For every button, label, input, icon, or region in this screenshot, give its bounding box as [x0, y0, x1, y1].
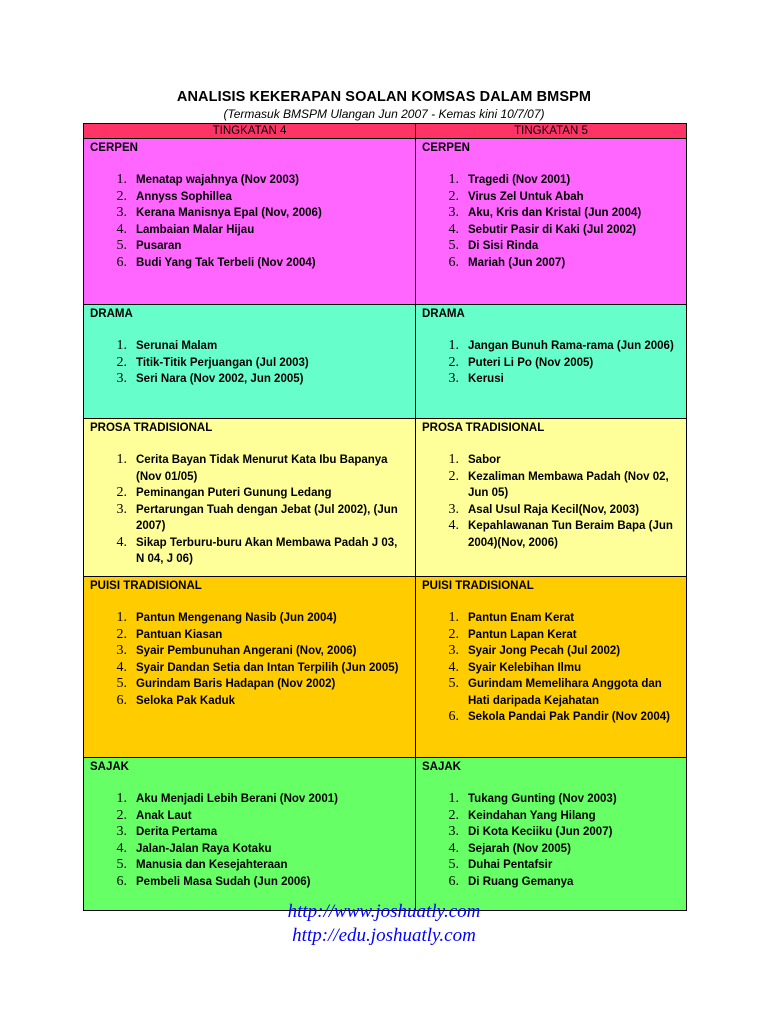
section-row-cerpen — [84, 139, 687, 305]
section-cell-prosa-tradisional-t4 — [84, 419, 416, 577]
item-title: Tukang Gunting (Nov 2003) — [468, 793, 617, 805]
list-item — [416, 841, 676, 858]
item-number: 1. — [448, 791, 459, 806]
list-item — [84, 205, 405, 222]
list-item — [416, 709, 676, 726]
item-title: Duhai Pentafsir — [468, 859, 553, 871]
item-title: Peminangan Puteri Gunung Ledang — [136, 487, 332, 499]
header-tingkatan-5: TINGKATAN 5 — [416, 124, 687, 139]
item-title: Serunai Malam — [136, 340, 218, 352]
table-body — [84, 139, 687, 911]
item-number: 3. — [116, 371, 127, 386]
section-title: PUISI TRADISIONAL — [90, 580, 202, 592]
item-title: Keindahan Yang Hilang — [468, 809, 596, 822]
item-title: Pantun Enam Kerat — [468, 612, 575, 624]
list-item — [416, 502, 676, 519]
list-item — [416, 452, 676, 469]
item-number: 3. — [116, 501, 127, 517]
item-number: 1. — [116, 791, 127, 806]
item-list — [416, 452, 686, 551]
item-title: Pantun Mengenang Nasib (Jun 2004) — [136, 612, 337, 624]
item-title: Titik-Titik Perjuangan (Jul 2003) — [136, 356, 309, 369]
item-number: 4. — [448, 840, 459, 856]
list-item — [84, 502, 405, 535]
item-number: 6. — [116, 873, 127, 889]
item-number: 2. — [448, 188, 459, 204]
list-item — [84, 627, 405, 644]
list-item — [84, 693, 405, 710]
item-number: 3. — [448, 643, 459, 658]
list-item — [416, 172, 676, 189]
list-item — [416, 676, 676, 709]
item-title: Pusaran — [136, 240, 182, 252]
section-cell-puisi-tradisional-t5 — [416, 577, 687, 758]
document-subtitle: (Termasuk BMSPM Ulangan Jun 2007 - Kemas kini 10/7/07) — [223, 107, 545, 121]
list-item — [416, 874, 676, 891]
section-row-sajak — [84, 758, 687, 911]
list-item — [84, 189, 405, 206]
list-item — [416, 660, 676, 677]
item-title: Pantuan Kiasan — [136, 628, 223, 641]
item-title: Jalan-Jalan Raya Kotaku — [136, 842, 272, 855]
item-title: Anak Laut — [136, 809, 192, 822]
item-number: 3. — [116, 824, 127, 839]
item-number: 5. — [448, 857, 459, 872]
item-title: Menatap wajahnya (Nov 2003) — [136, 174, 299, 186]
list-item — [84, 874, 405, 891]
section-title: SAJAK — [90, 761, 129, 773]
item-number: 2. — [448, 807, 459, 823]
item-number: 4. — [116, 534, 127, 550]
link-edu-joshuatly[interactable]: http://edu.joshuatly.com — [292, 925, 476, 946]
list-item — [84, 222, 405, 239]
item-title: Aku, Kris dan Kristal (Jun 2004) — [468, 207, 642, 219]
section-cell-puisi-tradisional-t4 — [84, 577, 416, 758]
item-list — [416, 172, 686, 271]
item-title: Di Kota Keciiku (Jun 2007) — [468, 826, 613, 838]
list-item — [84, 791, 405, 808]
item-title: Tragedi (Nov 2001) — [468, 174, 571, 186]
item-title: Asal Usul Raja Kecil(Nov, 2003) — [468, 503, 640, 516]
item-title: Sebutir Pasir di Kaki (Jul 2002) — [468, 223, 637, 236]
item-title: Kerusi — [468, 373, 504, 385]
item-number: 2. — [448, 626, 459, 642]
item-title: Cerita Bayan Tidak Menurut Kata Ibu Bapanya (Nov 01/05) — [136, 454, 388, 483]
item-title: Derita Pertama — [136, 826, 218, 838]
section-title: SAJAK — [422, 761, 461, 773]
item-number: 3. — [116, 643, 127, 658]
item-number: 3. — [448, 205, 459, 220]
item-number: 6. — [448, 709, 459, 724]
item-title: Pantun Lapan Kerat — [468, 628, 577, 641]
list-item — [416, 808, 676, 825]
item-number: 1. — [116, 172, 127, 187]
list-item — [416, 189, 676, 206]
list-item — [84, 808, 405, 825]
list-item — [84, 172, 405, 189]
item-number: 6. — [448, 254, 459, 270]
link-www-joshuatly[interactable]: http://www.joshuatly.com — [287, 901, 481, 922]
item-number: 4. — [448, 659, 459, 675]
item-title: Syair Kelebihan Ilmu — [468, 661, 582, 674]
item-list — [84, 791, 415, 890]
list-item — [84, 371, 405, 388]
item-title: Annyss Sophillea — [136, 190, 232, 203]
item-number: 5. — [448, 238, 459, 253]
list-item — [84, 676, 405, 693]
list-item — [84, 338, 405, 355]
item-title: Di Ruang Gemanya — [468, 875, 574, 888]
item-number: 1. — [448, 610, 459, 625]
item-title: Lambaian Malar Hijau — [136, 223, 255, 236]
item-number: 4. — [116, 840, 127, 856]
list-item — [416, 371, 676, 388]
item-number: 5. — [448, 676, 459, 691]
section-title: DRAMA — [90, 308, 133, 320]
item-title: Budi Yang Tak Terbeli (Nov 2004) — [136, 256, 316, 269]
item-title: Kerana Manisnya Epal (Nov, 2006) — [136, 207, 322, 219]
item-title: Kezaliman Membawa Padah (Nov 02, Jun 05) — [468, 470, 669, 499]
list-item — [84, 660, 405, 677]
item-number: 2. — [116, 807, 127, 823]
item-number: 4. — [448, 221, 459, 237]
item-number: 4. — [116, 659, 127, 675]
item-number: 2. — [448, 354, 459, 370]
item-number: 2. — [448, 468, 459, 484]
item-list — [416, 338, 686, 388]
section-cell-cerpen-t5 — [416, 139, 687, 305]
list-item — [416, 338, 676, 355]
item-list — [416, 791, 686, 890]
item-title: Sejarah (Nov 2005) — [468, 842, 571, 855]
item-title: Aku Menjadi Lebih Berani (Nov 2001) — [136, 793, 338, 805]
item-title: Gurindam Memelihara Anggota dan Hati daripada Kejahatan — [468, 678, 662, 707]
item-title: Mariah (Jun 2007) — [468, 256, 566, 269]
header-tingkatan-4: TINGKATAN 4 — [84, 124, 416, 139]
item-number: 5. — [116, 676, 127, 691]
item-title: Manusia dan Kesejahteraan — [136, 859, 288, 871]
item-number: 6. — [448, 873, 459, 889]
list-item — [84, 824, 405, 841]
item-number: 3. — [116, 205, 127, 220]
list-item — [416, 627, 676, 644]
list-item — [416, 222, 676, 239]
list-item — [84, 485, 405, 502]
list-item — [416, 610, 676, 627]
section-cell-sajak-t5 — [416, 758, 687, 911]
item-title: Sabor — [468, 454, 501, 466]
item-number: 3. — [448, 824, 459, 839]
list-item — [84, 452, 405, 485]
item-title: Seloka Pak Kaduk — [136, 694, 236, 707]
item-list — [84, 452, 415, 568]
list-item — [84, 238, 405, 255]
list-item — [416, 857, 676, 874]
item-title: Gurindam Baris Hadapan (Nov 2002) — [136, 678, 336, 690]
analysis-table — [83, 123, 687, 911]
item-number: 1. — [448, 338, 459, 353]
list-item — [84, 610, 405, 627]
section-row-puisi-tradisional — [84, 577, 687, 758]
item-number: 2. — [116, 626, 127, 642]
item-title: Seri Nara (Nov 2002, Jun 2005) — [136, 373, 304, 385]
item-title: Jangan Bunuh Rama-rama (Jun 2006) — [468, 340, 674, 352]
list-item — [84, 355, 405, 372]
list-item — [416, 824, 676, 841]
item-number: 2. — [116, 485, 127, 500]
list-item — [416, 205, 676, 222]
item-number: 6. — [116, 692, 127, 708]
section-cell-prosa-tradisional-t5 — [416, 419, 687, 577]
item-number: 1. — [116, 338, 127, 353]
list-item — [416, 238, 676, 255]
list-item — [84, 841, 405, 858]
item-number: 6. — [116, 254, 127, 270]
section-row-drama — [84, 305, 687, 419]
item-number: 1. — [116, 610, 127, 625]
item-title: Syair Pembunuhan Angerani (Nov, 2006) — [136, 645, 357, 657]
list-item — [416, 791, 676, 808]
item-title: Pembeli Masa Sudah (Jun 2006) — [136, 875, 311, 888]
item-title: Syair Jong Pecah (Jul 2002) — [468, 645, 621, 657]
list-item — [416, 255, 676, 272]
list-item — [84, 643, 405, 660]
item-title: Kepahlawanan Tun Beraim Bapa (Jun 2004)(Nov, 2006) — [468, 520, 673, 549]
section-cell-drama-t4 — [84, 305, 416, 419]
section-title: CERPEN — [90, 142, 138, 154]
item-list — [416, 610, 686, 726]
item-title: Sekola Pandai Pak Pandir (Nov 2004) — [468, 711, 670, 723]
list-item — [416, 355, 676, 372]
list-item — [416, 643, 676, 660]
list-item — [84, 255, 405, 272]
item-number: 2. — [116, 188, 127, 204]
section-cell-cerpen-t4 — [84, 139, 416, 305]
section-row-prosa-tradisional — [84, 419, 687, 577]
item-number: 1. — [116, 452, 127, 467]
item-list — [84, 610, 415, 709]
item-title: Virus Zel Untuk Abah — [468, 190, 584, 203]
list-item — [416, 518, 676, 551]
list-item — [84, 857, 405, 874]
section-cell-sajak-t4 — [84, 758, 416, 911]
section-title: PROSA TRADISIONAL — [422, 422, 545, 434]
section-cell-drama-t5 — [416, 305, 687, 419]
item-list — [84, 338, 415, 388]
item-title: Pertarungan Tuah dengan Jebat (Jul 2002), (Jun 2007) — [136, 503, 398, 532]
section-title: PROSA TRADISIONAL — [90, 422, 213, 434]
item-number: 1. — [448, 172, 459, 187]
item-title: Syair Dandan Setia dan Intan Terpilih (Jun 2005) — [136, 661, 399, 674]
section-title: CERPEN — [422, 142, 470, 154]
section-title: PUISI TRADISIONAL — [422, 580, 534, 592]
item-title: Puteri Li Po (Nov 2005) — [468, 356, 594, 369]
item-number: 2. — [116, 354, 127, 370]
item-number: 1. — [448, 452, 459, 467]
list-item — [84, 535, 405, 568]
item-title: Sikap Terburu-buru Akan Membawa Padah J 03, N 04, J 06) — [136, 536, 398, 565]
section-title: DRAMA — [422, 308, 465, 320]
item-number: 3. — [448, 501, 459, 517]
list-item — [416, 469, 676, 502]
item-number: 4. — [448, 518, 459, 533]
item-number: 4. — [116, 221, 127, 237]
item-list — [84, 172, 415, 271]
item-title: Di Sisi Rinda — [468, 240, 539, 252]
footer-links — [0, 900, 768, 948]
item-number: 5. — [116, 857, 127, 872]
item-number: 5. — [116, 238, 127, 253]
item-number: 3. — [448, 371, 459, 386]
document-title: ANALISIS KEKERAPAN SOALAN KOMSAS DALAM BMSPM — [176, 89, 592, 105]
